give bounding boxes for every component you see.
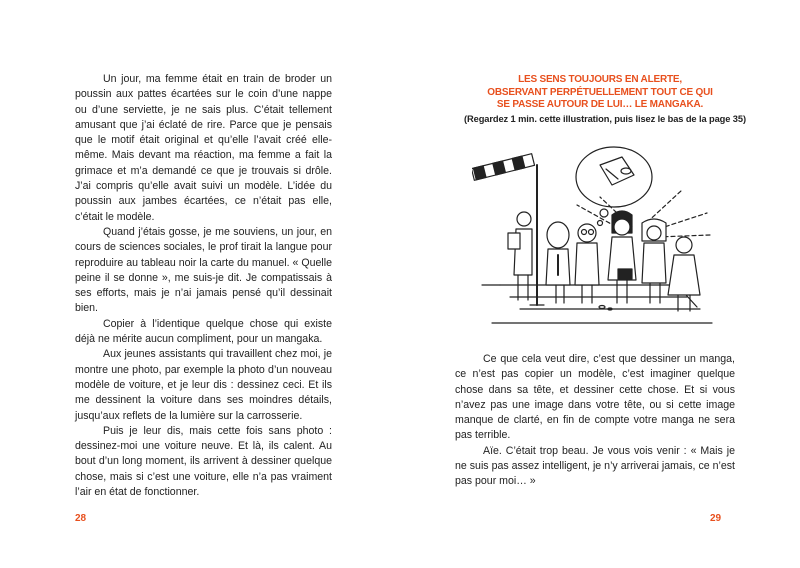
paragraph: Puis je leur dis, mais cette fois sans photo : dessinez-moi une voiture neuve. Et là, ils calent. Au bout d’un long moment, ils arrivent à dessiner quelque chose, mais si c’est une voiture, elle n’a pas vraiment l’air en état de fonctionner. [75, 424, 332, 499]
heading-line: SE PASSE AUTOUR DE LUI… LE MANGAKA. [496, 99, 704, 110]
illustration-heading [480, 74, 720, 112]
paragraph: Copier à l’identique quelque chose qui existe déjà ne mérite aucun compliment, pour un mangaka. [75, 317, 332, 346]
page-number-left: 28 [75, 513, 87, 524]
paragraph: Quand j’étais gosse, je me souviens, un jour, en cours de sciences sociales, le prof tirait la langue pour reproduire au tableau noir la carte du manuel. « Quelle peine il se donne », me suis-je dit. Je compatissais à ses efforts, mais je n’ai jamais pensé qu’il dessinait bien. [75, 225, 332, 315]
page-number-right: 29 [710, 513, 722, 524]
heading-line: OBSERVANT PERPÉTUELLEMENT TOUT CE QUI [487, 86, 713, 98]
mangaka-illustration [472, 135, 720, 335]
left-body-text [75, 72, 332, 500]
heading-line: LES SENS TOUJOURS EN ALERTE, [518, 74, 682, 85]
paragraph: Ce que cela veut dire, c’est que dessiner un manga, ce n’est pas copier un modèle, c’est imaginer quelque chose dans sa tête, et dessiner cette chose. Et si vous n’avez pas une image dans votre tête, ou si cette image manque de clarté, en fin de compte votre manga ne sera pas terrible. [455, 353, 735, 442]
paragraph: Aux jeunes assistants qui travaillent chez moi, je montre une photo, par exemple la photo d’un nouveau modèle de voiture, et je leur dis : dessinez ceci. Et ils me dessinent la voiture dans ses moindres détails, jusqu’aux reflets de la lumière sur la carrosserie. [75, 348, 332, 422]
street-sign-drawing [472, 154, 544, 305]
right-body-text [455, 352, 735, 490]
paragraph: Aïe. C’était trop beau. Je vous vois venir : « Mais je ne suis pas assez intelligent, je n’y arriverai jamais, ce n’est pas pour moi… » [455, 444, 735, 488]
illustration-subnote: (Regardez 1 min. cette illustration, puis lisez le bas de la page 35) [464, 114, 746, 124]
paragraph: Un jour, ma femme était en train de broder un poussin aux pattes écartées sur le coin d’une nappe ou d’une serviette, je ne sais plus. C’était tellement amusant que j’ai éclaté de rire. Parce que je pensais que le motif était original et qu’elle l’avait créé elle-même. Mais devant ma réaction, ma femme a fait la grimace et m’a demandé ce que je trouvais si drôle. J’ai compris qu’elle avait suivi un modèle. L’idée du poussin aux jambes écartées, ce n’était pas elle, c’était le modèle. [75, 73, 332, 223]
